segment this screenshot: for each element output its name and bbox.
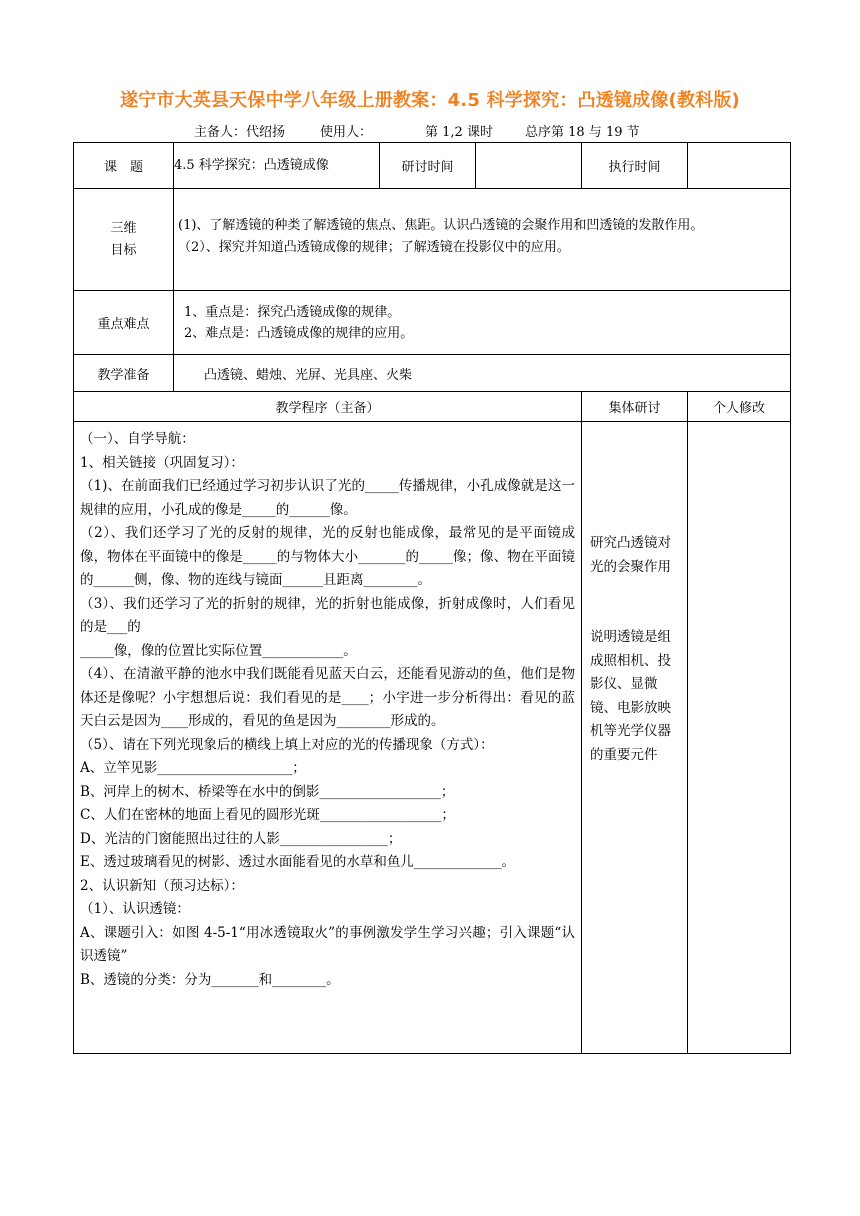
goals-line-1: (1)、了解透镜的种类了解透镜的焦点、焦距。认识凸透镜的会聚作用和凹透镜的发散作用。 <box>178 218 704 233</box>
procedure-line: A、课题引入：如图 4-5-1“用冰透镜取火”的事例激发学生学习兴趣；引入课题“认识透镜” <box>80 924 575 964</box>
procedure-header-row <box>74 392 791 422</box>
prep-value: 凸透镜、蜡烛、光屏、光具座、火柴 <box>174 355 791 392</box>
procedure-line: （5）、请在下列光现象后的横线上填上对应的光的传播现象（方式）： <box>80 736 494 753</box>
procedure-line: （1)、在前面我们已经通过学习初步认识了光的_____传播规律，小孔成像就是这一规律的应用，小孔成的像是_____的______像。 <box>80 478 575 518</box>
goals-line-2: （2）、探究并知道凸透镜成像的规律；了解透镜在投影仪中的应用。 <box>178 240 570 255</box>
discuss-time-label: 研讨时间 <box>380 143 476 189</box>
key-label: 重点难点 <box>74 291 174 355</box>
topic-value: 4.5 科学探究：凸透镜成像 <box>174 143 380 189</box>
procedure-line: E、透过玻璃看见的树影、透过水面能看见的水草和鱼儿_____________。 <box>80 854 516 870</box>
goals-row <box>74 189 791 291</box>
collective-note-2: 说明透镜是组成照相机、投影仪、显微镜、电影放映机等光学仪器的重要元件 <box>590 629 671 763</box>
procedure-line: 2、认识新知（预习达标）： <box>80 877 244 894</box>
procedure-row <box>74 422 791 1054</box>
page-title: 遂宁市大英县天保中学八年级上册教案：4.5 科学探究：凸透镜成像(教科版) <box>119 90 740 111</box>
prep-label: 教学准备 <box>74 355 174 392</box>
goals-content <box>174 189 791 291</box>
procedure-line: A、立竿见影____________________； <box>80 760 306 776</box>
procedure-line: （一）、自学导航： <box>80 431 195 447</box>
lesson-plan-table <box>73 142 791 1054</box>
topic-row <box>74 143 791 189</box>
exec-time-label: 执行时间 <box>582 143 688 189</box>
key-point: 1、重点是：探究凸透镜成像的规律。 <box>184 304 401 320</box>
discuss-time-value <box>476 143 582 189</box>
procedure-line: （4）、在清澈平静的池水中我们既能看见蓝天白云，还能看见游动的鱼，他们是物体还是像呢？小宇想想后说：我们看见的是____；小宇进一步分析得出：看见的蓝天白云是因为____形成的，看见的鱼是因为________形成的。 <box>80 666 575 729</box>
goals-label-line1: 三维 <box>110 220 137 236</box>
lesson-sequence: 总序第 18 与 19 节 <box>525 125 640 140</box>
procedure-line: _____像，像的位置比实际位置____________。 <box>80 642 357 659</box>
topic-label: 课 题 <box>74 143 174 189</box>
procedure-line: （1）、认识透镜： <box>80 901 190 917</box>
procedure-line: B、河岸上的树木、桥梁等在水中的倒影__________________； <box>80 783 455 800</box>
goals-label <box>74 189 174 291</box>
procedure-line: D、光洁的门窗能照出过往的人影________________； <box>80 830 402 847</box>
lesson-meta <box>0 121 860 141</box>
procedure-line: B、透镜的分类：分为_______和________。 <box>80 971 340 988</box>
preparer: 主备人：代绍扬 <box>194 125 286 140</box>
key-content <box>174 291 791 355</box>
procedure-line: 1、相关链接（巩固复习）： <box>80 454 244 471</box>
collective-header: 集体研讨 <box>582 392 688 422</box>
user: 使用人： <box>320 125 373 140</box>
key-row <box>74 291 791 355</box>
personal-header: 个人修改 <box>688 392 791 422</box>
goals-label-line2: 目标 <box>110 242 137 258</box>
collective-note-1: 研究凸透镜对光的会聚作用 <box>590 535 671 575</box>
procedure-line: （3）、我们还学习了光的折射的规律，光的折射也能成像，折射成像时，人们看见的是___的 <box>80 595 575 635</box>
procedure-line: C、人们在密林的地面上看见的圆形光斑__________________； <box>80 807 455 823</box>
personal-content <box>688 422 791 1054</box>
lesson-count: 第 1,2 课时 <box>425 125 493 140</box>
prep-row <box>74 355 791 392</box>
procedure-line: （2）、我们还学习了光的反射的规律，光的反射也能成像，最常见的是平面镜成像，物体在平面镜中的像是_____的与物体大小_______的_____像；像、物在平面镜的______侧，像、物的连线与镜面______且距离________。 <box>80 525 575 588</box>
procedure-content <box>74 422 582 1054</box>
difficult-point: 2、难点是：凸透镜成像的规律的应用。 <box>184 325 414 341</box>
exec-time-value <box>688 143 791 189</box>
collective-content <box>582 422 688 1054</box>
procedure-header: 教学程序（主备） <box>74 392 582 422</box>
